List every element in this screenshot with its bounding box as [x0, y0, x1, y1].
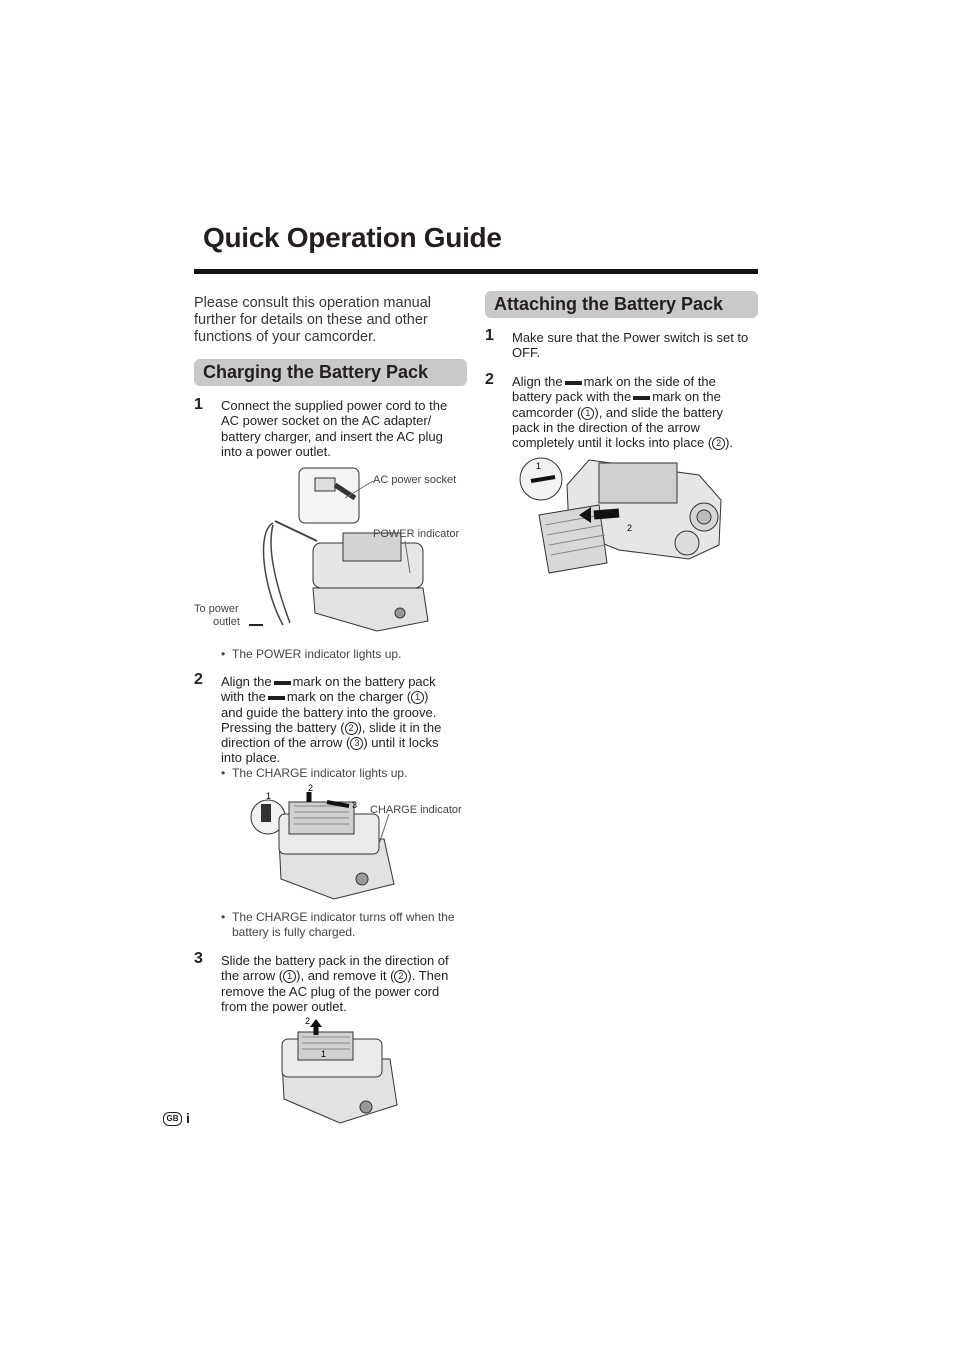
charging-step2-text: Align the mark on the battery pack with the mark on the charger ( 1 ) and guide the battery into the groove. Pressing the battery ( 2 ), slide it in the direction of the arrow ( 3 ) until it locks into place.: [221, 674, 442, 766]
circled-2-marker: 2: [627, 523, 633, 533]
ac-power-socket-label: AC power socket: [373, 474, 457, 486]
mark-symbol: [565, 381, 582, 385]
circled-1-marker: 1: [321, 1049, 327, 1059]
page-number: i: [186, 1110, 190, 1126]
camcorder-battery-illustration: [519, 455, 725, 577]
attaching-step2-number: 2: [485, 371, 494, 388]
power-indicator-label: POWER indicator: [373, 528, 460, 540]
intro-text: Please consult this operation manual further for details on these and other functions of your camcorder.: [194, 295, 431, 345]
mark-symbol: [274, 681, 291, 685]
charger-insert-illustration: [249, 784, 404, 904]
mark-symbol: [633, 396, 650, 400]
circled-1-marker: 1: [266, 791, 272, 801]
charger-remove-illustration: [280, 1017, 400, 1127]
to-power-label-line2: outlet: [213, 616, 240, 628]
title-rule: [194, 269, 758, 274]
circled-1-marker: 1: [536, 461, 542, 471]
attaching-step2-text: Align the mark on the side of the battery pack with the mark on the camcorder ( 1 ), and slide the battery pack in the direction of the arrow completely until it locks into place ( 2 ).: [512, 374, 734, 451]
attaching-heading: Attaching the Battery Pack: [485, 291, 758, 318]
attaching-step1-number: 1: [485, 327, 494, 344]
charging-step1-number: 1: [194, 396, 203, 413]
charging-step2-note1: • The CHARGE indicator lights up.: [232, 766, 407, 781]
circled-2-marker: 2: [308, 783, 314, 793]
charging-step3-number: 3: [194, 950, 203, 967]
page-title: Quick Operation Guide: [203, 222, 502, 253]
region-badge: GB: [163, 1112, 182, 1126]
charger-power-illustration: [245, 463, 440, 638]
to-power-label-line1: To power: [194, 603, 239, 615]
circled-3-marker: 3: [352, 800, 358, 810]
charging-step1-note: • The POWER indicator lights up.: [232, 647, 401, 662]
charging-step3-text: Slide the battery pack in the direction of the arrow ( 1 ), and remove it ( 2 ). Then remove the AC plug of the power cord from the power outlet.: [221, 953, 449, 1014]
charging-step2-number: 2: [194, 671, 203, 688]
circled-2-marker: 2: [305, 1016, 311, 1026]
attaching-step1-text: Make sure that the Power switch is set to OFF.: [512, 330, 749, 361]
charging-step1-text: Connect the supplied power cord to the AC power socket on the AC adapter/ battery charger, and insert the AC plug into a power outlet.: [221, 398, 448, 459]
charging-heading: Charging the Battery Pack: [194, 359, 467, 386]
charge-indicator-label: CHARGE indicator: [370, 804, 462, 816]
charging-step2-note2: • The CHARGE indicator turns off when the battery is fully charged.: [232, 910, 464, 939]
mark-symbol: [268, 696, 285, 700]
